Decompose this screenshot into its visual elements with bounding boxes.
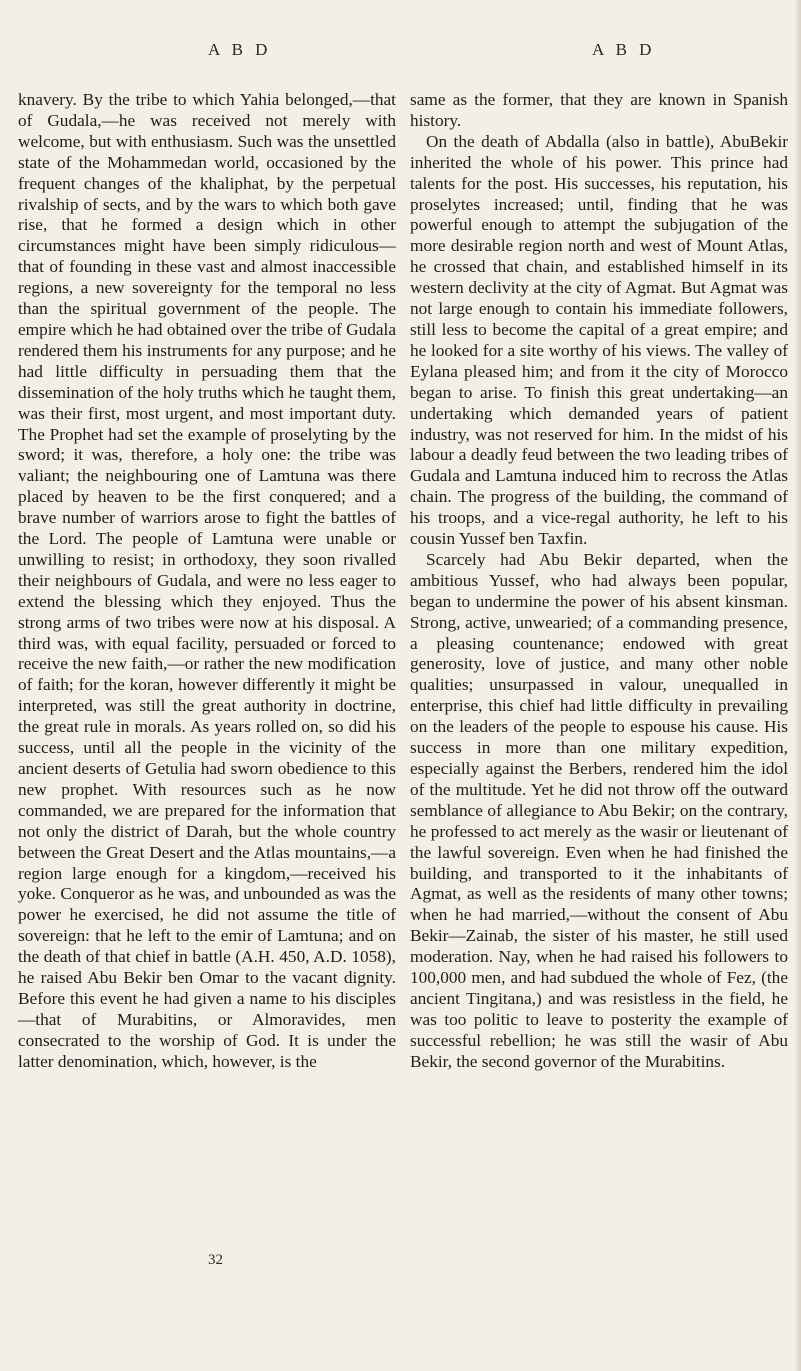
page-edge-shadow bbox=[794, 0, 801, 1371]
right-paragraph-1: same as the former, that they are known in Spanish history. bbox=[410, 90, 788, 130]
running-head-right: A B D bbox=[592, 40, 656, 59]
right-paragraph-2: On the death of Abdalla (also in battle), AbuBekir inherited the whole of his power. This prince had talents for the post. His successes, his reputation, his proselytes increased; until, finding that he was powerful enough to attempt the subjugation of the more desirable region north and west of Mount Atlas, he crossed that chain, and established himself in its western declivity at the city of Agmat. But Agmat was not large enough to contain his immediate followers, still less to become the capital of a great empire; and he looked for a site worthy of his views. The valley of Eylana pleased him; and from it the city of Morocco began to arise. To finish this great undertaking—an undertaking which demanded years of patient industry, was not reserved for him. In the midst of his labour a deadly feud between the two leading tribes of Gudala and Lamtuna induced him to recross the Atlas chain. The progress of the building, the command of his troops, and a vice-regal authority, he left to his cousin Yussef ben Taxfin. bbox=[410, 131, 788, 549]
right-column bbox=[410, 90, 788, 1073]
page-number: 32 bbox=[208, 1252, 223, 1268]
running-head-left: A B D bbox=[208, 40, 272, 59]
left-paragraph-1: knavery. By the tribe to which Yahia belonged,—that of Gudala,—he was received not merely with welcome, but with enthusiasm. Such was the unsettled state of the Mohammedan world, occasioned by the frequent changes of the khaliphat, by the perpetual rivalship of sects, and by the wars to which both gave rise, that he formed a design which in other circumstances might have been simply ridiculous—that of founding in these vast and almost inaccessible regions, a new sovereignty for the temporal no less than the spiritual government of the people. The empire which he had obtained over the tribe of Gudala rendered them his instruments for any purpose; and he had little difficulty in persuading them that the dissemination of the holy truths which he taught them, was their first, most urgent, and most important duty. The Prophet had set the example of proselyting by the sword; it was, therefore, a holy one: the tribe was valiant; the neighbouring one of Lamtuna was there placed by heaven to be the first conquered; and a brave number of warriors arose to fight the battles of the Lord. The people of Lamtuna were unable or unwilling to resist; in orthodoxy, they soon rivalled their neighbours of Gudala, and were no less eager to extend the blessing which they enjoyed. Thus the strong arms of two tribes were now at his disposal. A third was, with equal facility, persuaded or forced to receive the new faith,—or rather the new modification of faith; for the koran, however differently it might be interpreted, was still the great authority in doctrine, the great rule in morals. As years rolled on, so did his success, until all the people in the vicinity of the ancient deserts of Getulia had sworn obedience to this new prophet. With resources such as he now commanded, we are prepared for the information that not only the district of Darah, but the whole country between the Great Desert and the Atlas mountains,—a region large enough for a kingdom,—received his yoke. Conqueror as he was, and unbounded as was the power he exercised, he did not assume the title of sovereign: that he left to the emir of Lamtuna; and on the death of that chief in battle (A.H. 450, A.D. 1058), he raised Abu Bekir ben Omar to the vacant dignity. Before this event he had given a name to his disciples—that of Murabitins, or Almoravides, men consecrated to the worship of God. It is under the latter denomination, which, however, is the bbox=[18, 90, 396, 1071]
left-column bbox=[18, 90, 396, 1073]
right-paragraph-3: Scarcely had Abu Bekir departed, when the ambitious Yussef, who had always been popular, began to undermine the power of his absent kinsman. Strong, active, unwearied; of a commanding presence, a pleasing countenance; endowed with great generosity, love of justice, and many other noble qualities; unsurpassed in valour, unequalled in enterprise, this chief had little difficulty in prevailing on the leaders of the people to espouse his cause. His success in more than one military expedition, especially against the Berbers, rendered him the idol of the multitude. Yet he did not throw off the outward semblance of allegiance to Abu Bekir; on the contrary, he professed to act merely as the wasir or lieutenant of the lawful sovereign. Even when he had finished the building, and transported to it the inhabitants of Agmat, as well as the residents of many other towns; when he had married,—without the consent of Abu Bekir—Zainab, the sister of his master, he still used moderation. Nay, when he had raised his followers to 100,000 men, and had subdued the whole of Fez, (the ancient Tingitana,) and was resistless in the field, he was too politic to leave to posterity the example of successful rebellion; he was still the wasir of Abu Bekir, the second governor of the Murabitins. bbox=[410, 549, 788, 1071]
